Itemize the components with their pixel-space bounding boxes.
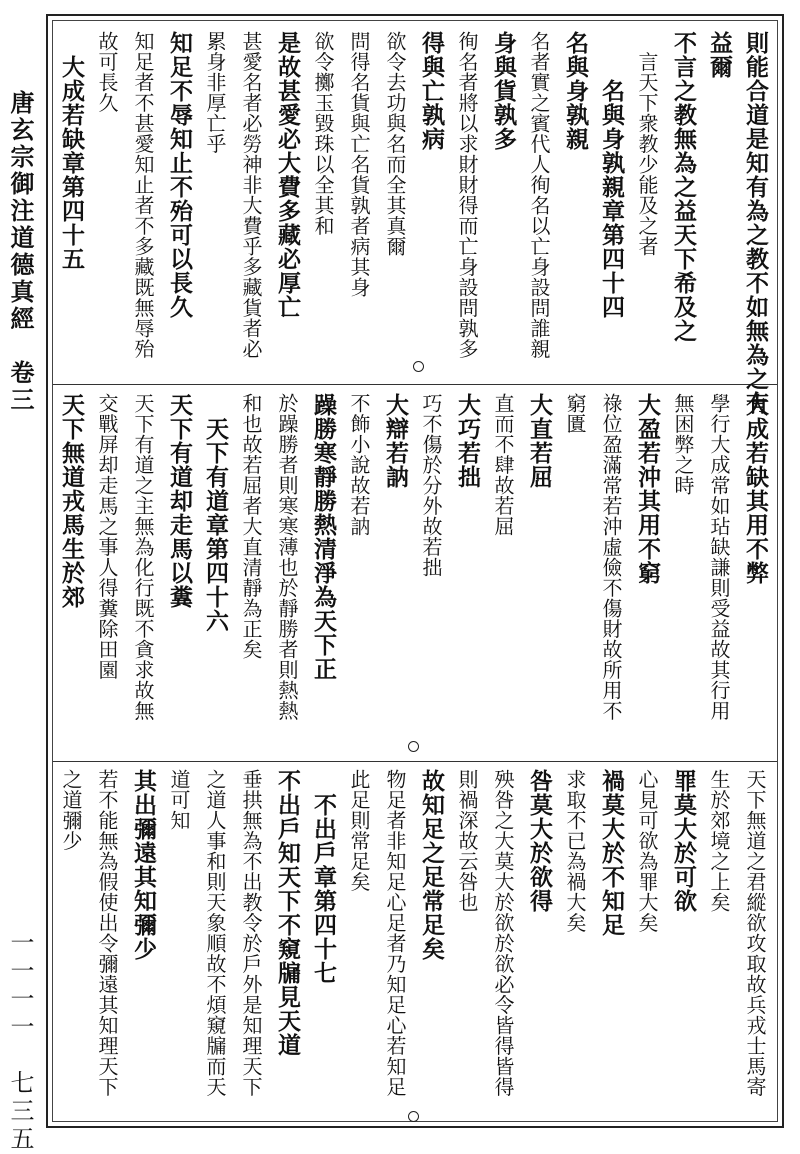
scripture-column: 大巧若拙: [454, 393, 481, 489]
commentary-column: 欲令去功與名而全其真爾: [383, 31, 407, 257]
commentary-column: 心見可欲為罪大矣: [635, 769, 659, 933]
commentary-column: 學行大成常如玷缺謙則受益故其行用: [707, 393, 731, 721]
scripture-column: 躁勝寒靜勝熱清淨為天下正: [310, 393, 337, 681]
scripture-column: 不出戶知天下不窺牖見天道: [274, 769, 301, 1057]
commentary-column: 交戰屏却走馬之事人得糞除田園: [95, 393, 119, 680]
commentary-column: 名者實之賓代人徇名以亡身設問誰親: [527, 31, 551, 359]
commentary-column: 無困弊之時: [671, 393, 695, 496]
commentary-column: 直而不肆故若屈: [491, 393, 515, 537]
commentary-column: 生於郊境之上矣: [707, 769, 731, 913]
commentary-column: 故可長久: [95, 31, 119, 113]
scripture-column: 天下有道章第四十六: [202, 393, 229, 633]
page-frame: [46, 14, 784, 1128]
scripture-column: 大成若缺章第四十五: [58, 31, 85, 271]
scripture-column: 得與亡孰病: [418, 31, 445, 151]
commentary-column: 殃咎之大莫大於欲於欲必令皆得皆得: [491, 769, 515, 1097]
commentary-column: 之道人事和則天象順故不煩窺牖而天: [203, 769, 227, 1097]
commentary-column: 累身非厚亡乎: [203, 31, 227, 154]
scripture-column: 則能合道是知有為之教不如無為之有: [742, 31, 769, 415]
panel-divider: [53, 384, 777, 385]
scripture-column: 名與身孰親章第四十四: [598, 31, 625, 319]
punctuation-circle: [413, 361, 424, 372]
scripture-column: 身與貨孰多: [490, 31, 517, 151]
scripture-column: 大直若屈: [526, 393, 553, 489]
commentary-column: 垂拱無為不出教令於戶外是知理天下: [239, 769, 263, 1097]
scripture-column: 知足不辱知止不殆可以長久: [166, 31, 193, 319]
scripture-column: 不言之教無為之益天下希及之: [670, 31, 697, 343]
commentary-column: 不飾小說故若訥: [347, 393, 371, 537]
panel-divider: [53, 761, 777, 762]
scripture-column: 罪莫大於可欲: [670, 769, 697, 913]
commentary-column: 於躁勝者則寒寒薄也於靜勝者則熱熱: [275, 393, 299, 721]
scripture-column: 咎莫大於欲得: [526, 769, 553, 913]
commentary-column: 窮匱: [563, 393, 587, 434]
scripture-column: 名與身孰親: [562, 31, 589, 151]
commentary-column: 甚愛名者必勞神非大費乎多藏貨者必: [239, 31, 263, 359]
commentary-column: 知足者不甚愛知止者不多藏既無辱殆: [131, 31, 155, 359]
commentary-column: 則禍深故云咎也: [455, 769, 479, 913]
commentary-column: 言天下衆教少能及之者: [635, 31, 659, 257]
scripture-column: 其出彌遠其知彌少: [130, 769, 157, 961]
scripture-column: 是故甚愛必大費多藏必厚亡: [274, 31, 301, 319]
commentary-column: 之道彌少: [59, 769, 83, 851]
margin-page-number: 一一一一 七三五: [6, 930, 34, 1154]
punctuation-circle: [408, 1111, 419, 1122]
scripture-column: 大成若缺其用不弊: [742, 393, 769, 585]
text-panel-middle: [58, 393, 769, 755]
commentary-column: 祿位盈滿常若沖虛儉不傷財故所用不: [599, 393, 623, 721]
punctuation-circle: [408, 741, 419, 752]
scripture-column: 不出戶章第四十七: [310, 769, 337, 985]
scripture-column: 益爾: [706, 31, 733, 79]
scripture-column: 大盈若沖其用不窮: [634, 393, 661, 585]
page-inner-frame: [52, 20, 778, 1122]
margin-book-title: 唐玄宗御注道德真經 卷三: [6, 90, 35, 414]
commentary-column: 天下無道之君縱欲攻取故兵戎士馬寄: [743, 769, 767, 1097]
commentary-column: 和也故若屈者大直清靜為正矣: [239, 393, 263, 660]
commentary-column: 徇名者將以求財財得而亡身設問孰多: [455, 31, 479, 359]
commentary-column: 道可知: [167, 769, 191, 831]
commentary-column: 若不能無為假使出令彌遠其知理天下: [95, 769, 119, 1097]
scripture-column: 大辯若訥: [382, 393, 409, 489]
scripture-column: 禍莫大於不知足: [598, 769, 625, 937]
commentary-column: 巧不傷於分外故若拙: [419, 393, 443, 578]
commentary-column: 此足則常足矣: [347, 769, 371, 892]
commentary-column: 問得名貨與亡名貨孰者病其身: [347, 31, 371, 298]
scripture-column: 天下無道戎馬生於郊: [58, 393, 85, 609]
commentary-column: 天下有道之主無為化行既不貪求故無: [131, 393, 155, 721]
commentary-column: 物足者非知足心足者乃知足心若知足: [383, 769, 407, 1097]
scripture-column: 故知足之足常足矣: [418, 769, 445, 961]
commentary-column: 求取不已為禍大矣: [563, 769, 587, 933]
text-panel-bottom: [59, 769, 769, 1123]
commentary-column: 欲令擲玉毀珠以全其和: [311, 31, 335, 236]
scripture-column: 天下有道却走馬以糞: [166, 393, 193, 609]
